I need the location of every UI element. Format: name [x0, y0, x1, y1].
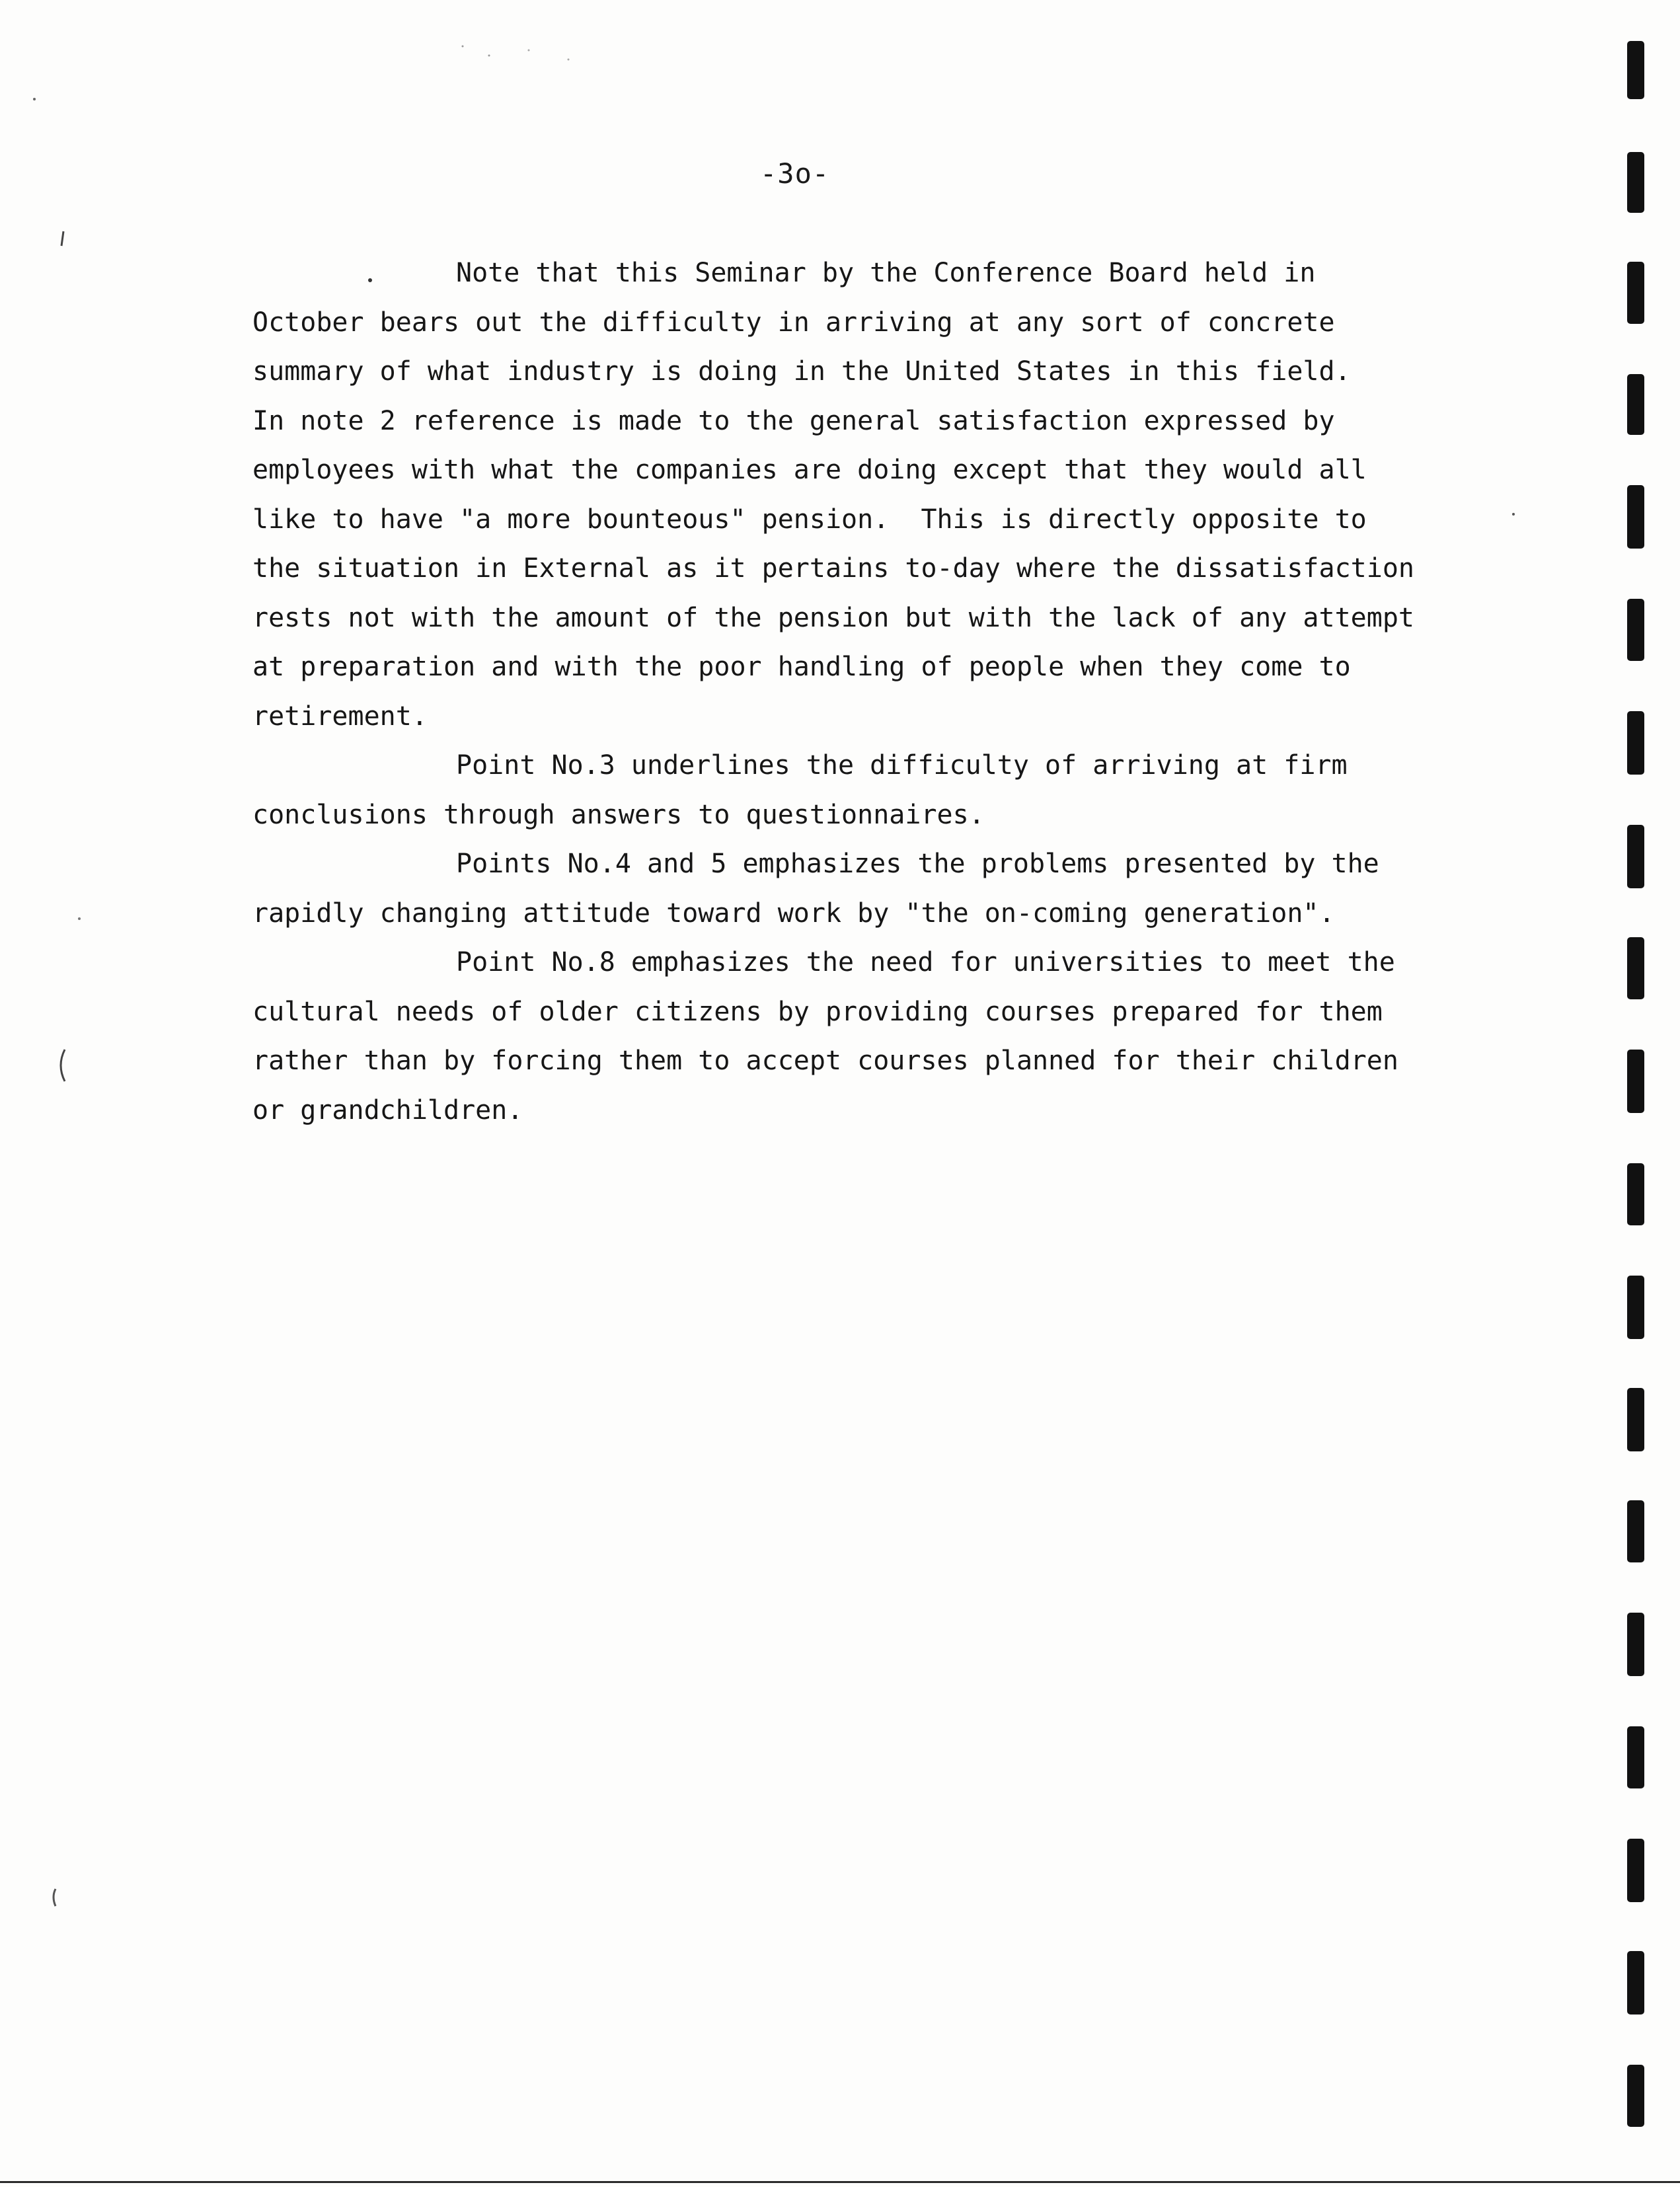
margin-speck	[462, 46, 464, 48]
text-line: summary of what industry is doing in the United States in this field.	[252, 356, 1351, 387]
text-line: conclusions through answers to questionnaires.	[252, 799, 985, 830]
text-line: October bears out the difficulty in arriving at any sort of concrete	[252, 307, 1335, 338]
margin-speck	[368, 278, 372, 282]
margin-speck	[528, 50, 530, 52]
text-line: like to have "a more bounteous" pension. This is directly opposite to	[252, 504, 1367, 535]
margin-speck	[61, 1050, 65, 1081]
margin-speck	[488, 55, 490, 57]
text-line: employees with what the companies are doing except that they would all	[252, 455, 1367, 485]
margin-speck	[1512, 513, 1515, 516]
text-line: the situation in External as it pertains to-day where the dissatisfaction	[252, 553, 1414, 584]
text-line: or grandchildren.	[252, 1094, 523, 1126]
margin-speck	[33, 98, 36, 100]
margin-speck	[54, 1889, 56, 1906]
text-line: rapidly changing attitude toward work by "the on-coming generation".	[252, 898, 1335, 929]
text-line: Point No.8 emphasizes the need for universities to meet the	[456, 947, 1395, 978]
text-line: Note that this Seminar by the Conference Board held in	[456, 258, 1316, 288]
bottom-edge-rule	[0, 2181, 1680, 2183]
margin-speck	[78, 917, 81, 920]
text-line: rests not with the amount of the pension but with the lack of any attempt	[252, 602, 1414, 633]
text-line: rather than by forcing them to accept courses planned for their children	[252, 1046, 1398, 1076]
text-line: Point No.3 underlines the difficulty of arriving at firm	[456, 750, 1348, 781]
text-line: Points No.4 and 5 emphasizes the problems presented by the	[456, 849, 1379, 879]
text-line: at preparation and with the poor handling of people when they come to	[252, 652, 1351, 682]
margin-speck	[61, 231, 63, 246]
page-number: -3o-	[760, 157, 830, 190]
text-line: In note 2 reference is made to the general satisfaction expressed by	[252, 405, 1335, 436]
text-line: cultural needs of older citizens by providing courses prepared for them	[252, 996, 1383, 1027]
margin-speck	[568, 59, 570, 61]
text-line: retirement.	[252, 701, 428, 732]
